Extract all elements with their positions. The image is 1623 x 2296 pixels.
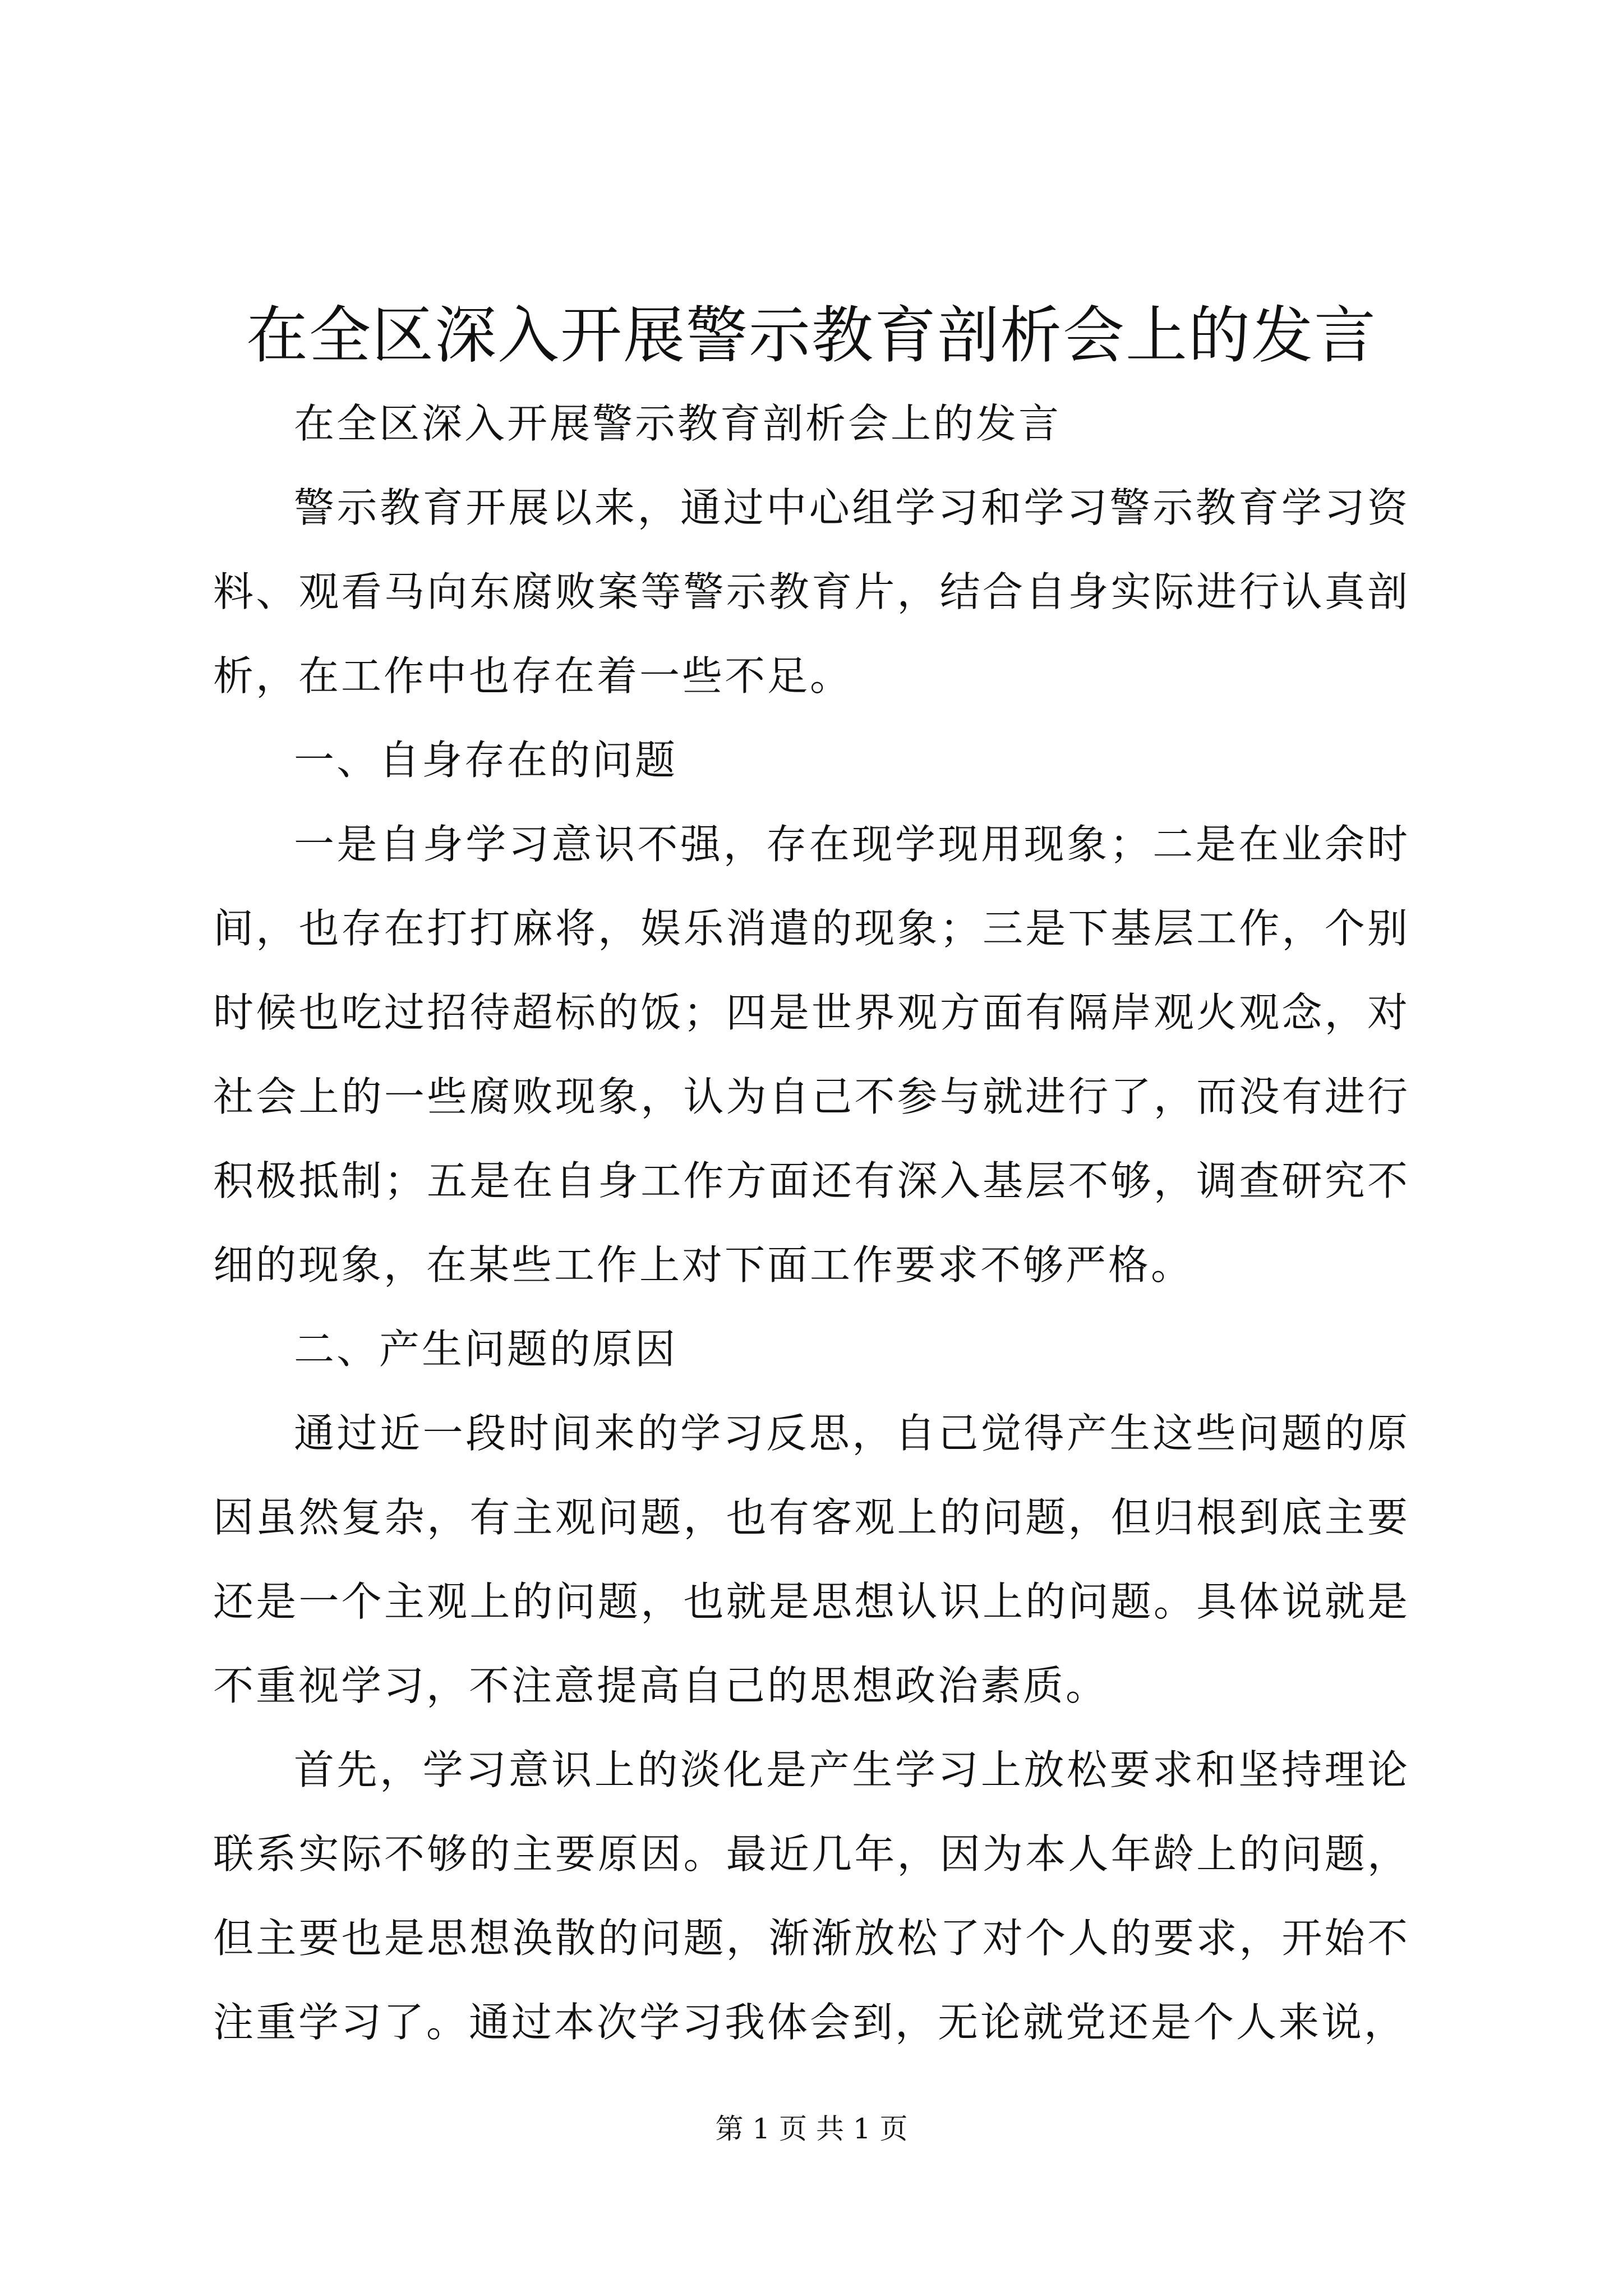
problems-paragraph: 一是自身学习意识不强，存在现学现用现象；二是在业余时间，也存在打打麻将，娱乐消遣的现象；三是下基层工作，个别时候也吃过招待超标的饭；四是世界观方面有隔岸观火观念，对社会上的一些腐败现象，认为自己不参与就进行了，而没有进行积极抵制；五是在自身工作方面还有深入基层不够，调查研究不细的现象，在某些工作上对下面工作要求不够严格。: [213, 821, 1410, 1289]
section-heading-causes: 二、产生问题的原因: [294, 1326, 678, 1373]
subtitle-paragraph: 在全区深入开展警示教育剖析会上的发言: [294, 400, 1062, 447]
document-title: 在全区深入开展警示教育剖析会上的发言: [246, 300, 1377, 371]
causes-paragraph: 通过近一段时间来的学习反思，自己觉得产生这些问题的原因虽然复杂，有主观问题，也有客观上的问题，但归根到底主要还是一个主观上的问题，也就是思想认识上的问题。具体说就是不重视学习，不注意提高自己的思想政治素质。: [213, 1410, 1410, 1709]
document-body: [213, 381, 1410, 2064]
page-footer: 第 1 页 共 1 页: [715, 2113, 908, 2145]
section-heading-problems: 一、自身存在的问题: [294, 737, 678, 784]
first-cause-paragraph: 首先，学习意识上的淡化是产生学习上放松要求和坚持理论联系实际不够的主要原因。最近几年，因为本人年龄上的问题，但主要也是思想涣散的问题，渐渐放松了对个人的要求，开始不注重学习了。通过本次学习我体会到，无论就党还是个人来说，: [213, 1746, 1410, 2046]
intro-paragraph: 警示教育开展以来，通过中心组学习和学习警示教育学习资料、观看马向东腐败案等警示教育片，结合自身实际进行认真剖析，在工作中也存在着一些不足。: [213, 484, 1410, 700]
